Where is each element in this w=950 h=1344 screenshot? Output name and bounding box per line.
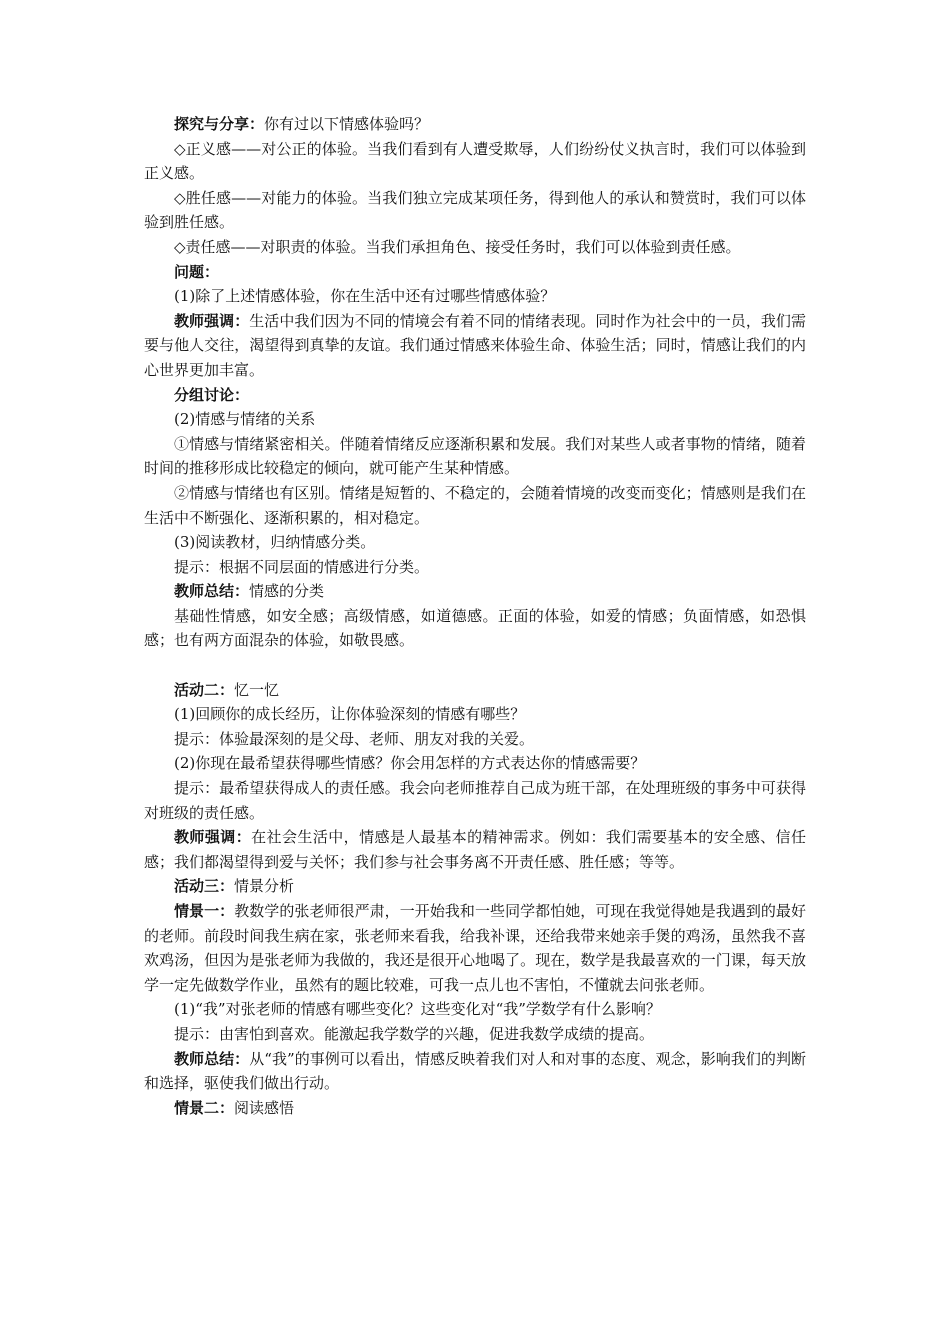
activity-2-emphasis-text: 在社会生活中，情感是人最基本的精神需求。例如：我们需要基本的安全感、信任感；我们都渴望得到爱与关怀；我们参与社会事务离不开责任感、胜任感；等等。 <box>144 828 806 871</box>
activity-2-label: 活动二： <box>174 680 235 699</box>
point-2: ②情感与情绪也有区别。情绪是短暂的、不稳定的，会随着情境的改变而变化；情感则是我们在生活中不断强化、逐渐积累的，相对稳定。 <box>144 483 806 527</box>
teacher-emphasis-label: 教师强调： <box>174 311 250 330</box>
point-1: ①情感与情绪紧密相关。伴随着情绪反应逐渐积累和发展。我们对某些人或者事物的情绪，随着时间的推移形成比较稳定的倾向，就可能产生某种情感。 <box>144 434 806 478</box>
teacher-summary-title: 情感的分类 <box>249 582 325 601</box>
activity-2-emphasis-label: 教师强调： <box>174 828 252 847</box>
scene-1-hint: 提示：由害怕到喜欢。能激起我学数学的兴趣，促进我数学成绩的提高。 <box>174 1024 655 1043</box>
activity-2-hint-1: 提示：体验最深刻的是父母、老师、朋友对我的关爱。 <box>174 729 535 748</box>
hint-3: 提示：根据不同层面的情感进行分类。 <box>174 557 430 576</box>
teacher-summary-heading <box>144 579 806 604</box>
section-gap <box>144 653 806 678</box>
teacher-summary-label: 教师总结： <box>174 582 250 601</box>
question-1: (1)除了上述情感体验，你在生活中还有过哪些情感体验？ <box>174 287 556 306</box>
scene-2-title: 阅读感悟 <box>234 1098 295 1117</box>
teacher-summary-text: 基础性情感，如安全感；高级情感，如道德感。正面的体验，如爱的情感；负面情感，如恐惧感；也有两方面混杂的体验，如敬畏感。 <box>144 606 806 650</box>
teacher-emphasis-paragraph <box>144 309 806 383</box>
activity-2-question-2: (2)你现在最希望获得哪些情感？你会用怎样的方式表达你的情感需要？ <box>174 754 646 773</box>
question-2: (2)情感与情绪的关系 <box>174 410 316 429</box>
activity-3-heading <box>144 874 806 899</box>
activity-3-label: 活动三： <box>174 877 235 896</box>
scene-2-label: 情景二： <box>174 1098 235 1117</box>
teacher-emphasis-text: 生活中我们因为不同的情境会有着不同的情绪表现。同时作为社会中的一员，我们需要与他人交往，渴望得到真挚的友谊。我们通过情感来体验生命、体验生活；同时，情感让我们的内心世界更加丰富。 <box>144 311 806 379</box>
scene-2-heading <box>144 1096 806 1121</box>
scene-1-label: 情景一： <box>174 902 235 920</box>
scene-1-text: 教数学的张老师很严肃，一开始我和一些同学都怕她，可现在我觉得她是我遇到的最好的老师。前段时间我生病在家，张老师来看我，给我补课，还给我带来她亲手煲的鸡汤，虽然我不喜欢鸡汤，但因为是张老师为我做的，我还是很开心地喝了。现在，数学是我最喜欢的一门课，每天放学一定先做数学作业，虽然有的题比较难，可我一点儿也不害怕，不懂就去问张老师。 <box>144 902 806 994</box>
activity-3-summary-text: 从“我”的事例可以看出，情感反映着我们对人和对事的态度、观念，影响我们的判断和选择，驱使我们做出行动。 <box>144 1049 806 1093</box>
question-label: 问题： <box>174 262 220 281</box>
question-heading <box>144 260 806 285</box>
activity-2-title: 忆一忆 <box>234 680 280 699</box>
responsibility-paragraph: ◇责任感——对职责的体验。当我们承担角色、接受任务时，我们可以体验到责任感。 <box>174 237 741 256</box>
explore-text: 你有过以下情感体验吗？ <box>264 115 430 133</box>
justice-paragraph: ◇正义感——对公正的体验。当我们看到有人遭受欺辱，人们纷纷仗义执言时，我们可以体验到正义感。 <box>144 139 806 183</box>
question-3: (3)阅读教材，归纳情感分类。 <box>174 533 376 552</box>
group-discussion-label: 分组讨论： <box>174 385 250 404</box>
activity-2-emphasis <box>144 825 806 874</box>
competence-paragraph: ◇胜任感——对能力的体验。当我们独立完成某项任务，得到他人的承认和赞赏时，我们可以体验到胜任感。 <box>144 188 806 232</box>
activity-3-summary-label: 教师总结： <box>174 1049 250 1068</box>
scene-1-paragraph <box>144 899 806 997</box>
activity-3-title: 情景分析 <box>234 877 295 896</box>
explore-label: 探究与分享： <box>174 115 265 133</box>
explore-paragraph <box>144 112 806 137</box>
activity-2-question-1: (1)回顾你的成长经历，让你体验深刻的情感有哪些？ <box>174 705 526 724</box>
activity-2-hint-2: 提示：最希望获得成人的责任感。我会向老师推荐自己成为班干部，在处理班级的事务中可获得对班级的责任感。 <box>144 779 806 822</box>
activity-3-summary <box>144 1047 806 1096</box>
scene-1-question: (1)“我”对张老师的情感有哪些变化？这些变化对“我”学数学有什么影响？ <box>174 1000 661 1019</box>
document-page <box>144 112 806 1120</box>
group-discussion-heading <box>144 383 806 408</box>
activity-2-heading <box>144 678 806 703</box>
